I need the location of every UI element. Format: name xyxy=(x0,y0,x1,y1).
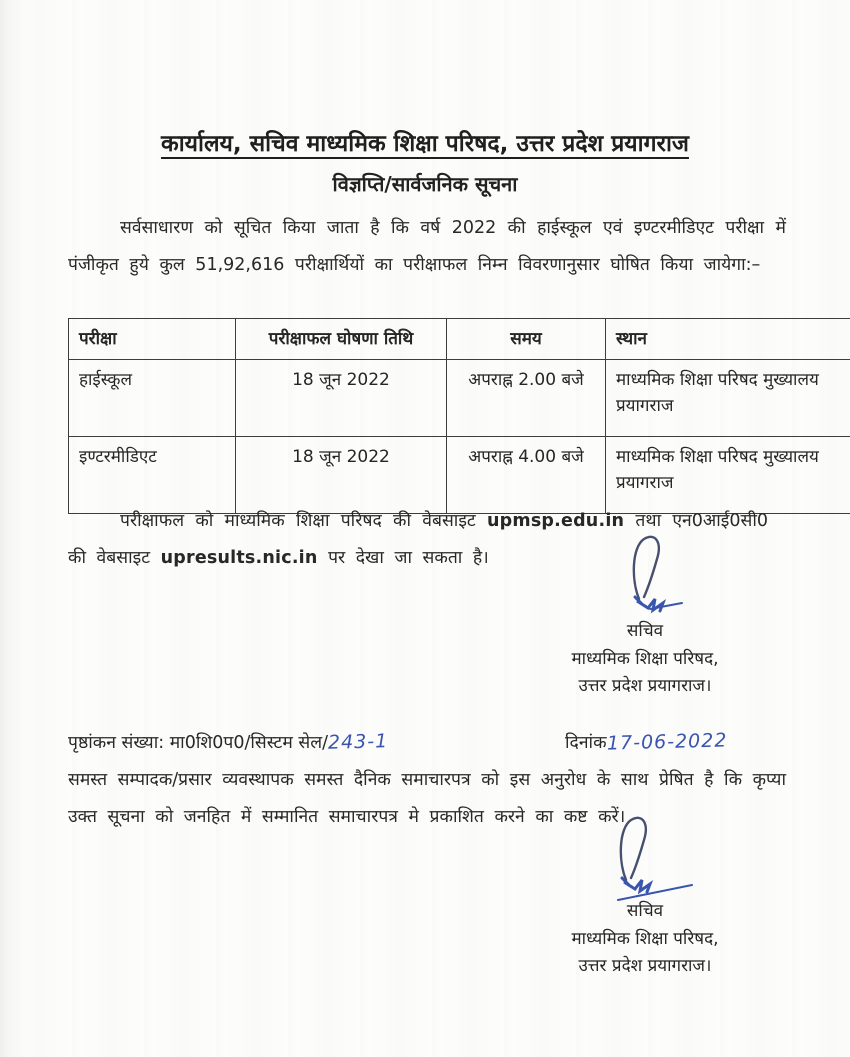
endorsement-date-group xyxy=(565,730,727,754)
col-header-date: परीक्षाफल घोषणा तिथि xyxy=(236,319,447,360)
date-label: दिनांक xyxy=(565,733,607,753)
col-header-place: स्थान xyxy=(606,319,850,360)
endorsement-ref-number-handwritten: 243-1 xyxy=(327,730,389,754)
signature-block-1 xyxy=(520,618,770,701)
result-schedule-table xyxy=(68,318,850,514)
website-text-middle: तथा एन0आई0सी0 की वेबसाइट xyxy=(68,511,768,568)
result-place-cell: माध्यमिक शिक्षा परिषद मुख्यालय प्रयागराज xyxy=(606,437,850,514)
endorsement-ref-label: पृष्ठांकन संख्या: मा0शि0प0/सिस्टम सेल/ xyxy=(68,733,328,753)
table-row-intermediate xyxy=(69,437,850,514)
secretary-signature-ink xyxy=(608,533,703,621)
website-text-before: परीक्षाफल को माध्यमिक शिक्षा परिषद की वेबसाइट xyxy=(120,511,487,531)
result-date-cell: 18 जून 2022 xyxy=(236,437,447,514)
office-title: कार्यालय, सचिव माध्यमिक शिक्षा परिषद, उत्तर प्रदेश प्रयागराज xyxy=(161,131,689,157)
upresults-website-text: upresults.nic.in xyxy=(160,548,318,568)
table-row-highschool xyxy=(69,360,850,437)
header-row xyxy=(69,319,850,360)
signatory-org: माध्यमिक शिक्षा परिषद, xyxy=(571,648,719,669)
result-place-cell: माध्यमिक शिक्षा परिषद मुख्यालय प्रयागराज xyxy=(606,360,850,437)
intro-paragraph: सर्वसाधारण को सूचित किया जाता है कि वर्ष 2022 की हाईस्कूल एवं इण्टरमीडिएट परीक्षा में पंजीकृत हुये कुल 51,92,616 परीक्षार्थियों का परीक्षाफल निम्न विवरणानुसार घोषित किया जायेगा:– xyxy=(68,218,786,275)
website-text-after: पर देखा जा सकता है। xyxy=(317,548,489,568)
signatory-place: उत्तर प्रदेश प्रयागराज। xyxy=(578,956,712,976)
signature-block-2 xyxy=(505,898,785,981)
secretary-signature-ink-2 xyxy=(588,812,713,907)
result-time-cell: अपराह्न 4.00 बजे xyxy=(447,437,606,514)
result-date-cell: 18 जून 2022 xyxy=(236,360,447,437)
signatory-org: माध्यमिक शिक्षा परिषद, xyxy=(571,928,719,949)
col-header-time: समय xyxy=(447,319,606,360)
notice-subtitle: विज्ञप्ति/सार्वजनिक सूचना xyxy=(332,172,518,196)
endorsement-line xyxy=(68,730,786,754)
exam-name-cell: हाईस्कूल xyxy=(69,360,236,437)
upmsp-website-text: upmsp.edu.in xyxy=(487,511,625,531)
exam-name-cell: इण्टरमीडिएट xyxy=(69,437,236,514)
table-body xyxy=(69,360,850,514)
table-header xyxy=(69,319,850,360)
signatory-designation: सचिव xyxy=(626,621,664,641)
press-request-paragraph: समस्त सम्पादक/प्रसार व्यवस्थापक समस्त दैनिक समाचारपत्र को इस अनुरोध के साथ प्रेषित है कि कृप्या उक्त सूचना को जनहित में सम्मानित समाचारपत्र मे प्रकाशित करने का कष्ट करें। xyxy=(68,770,786,827)
date-handwritten: 17-06-2022 xyxy=(606,729,728,755)
result-time-cell: अपराह्न 2.00 बजे xyxy=(447,360,606,437)
signatory-place: उत्तर प्रदेश प्रयागराज। xyxy=(578,676,712,696)
col-header-exam: परीक्षा xyxy=(69,319,236,360)
signatory-designation: सचिव xyxy=(626,901,664,921)
